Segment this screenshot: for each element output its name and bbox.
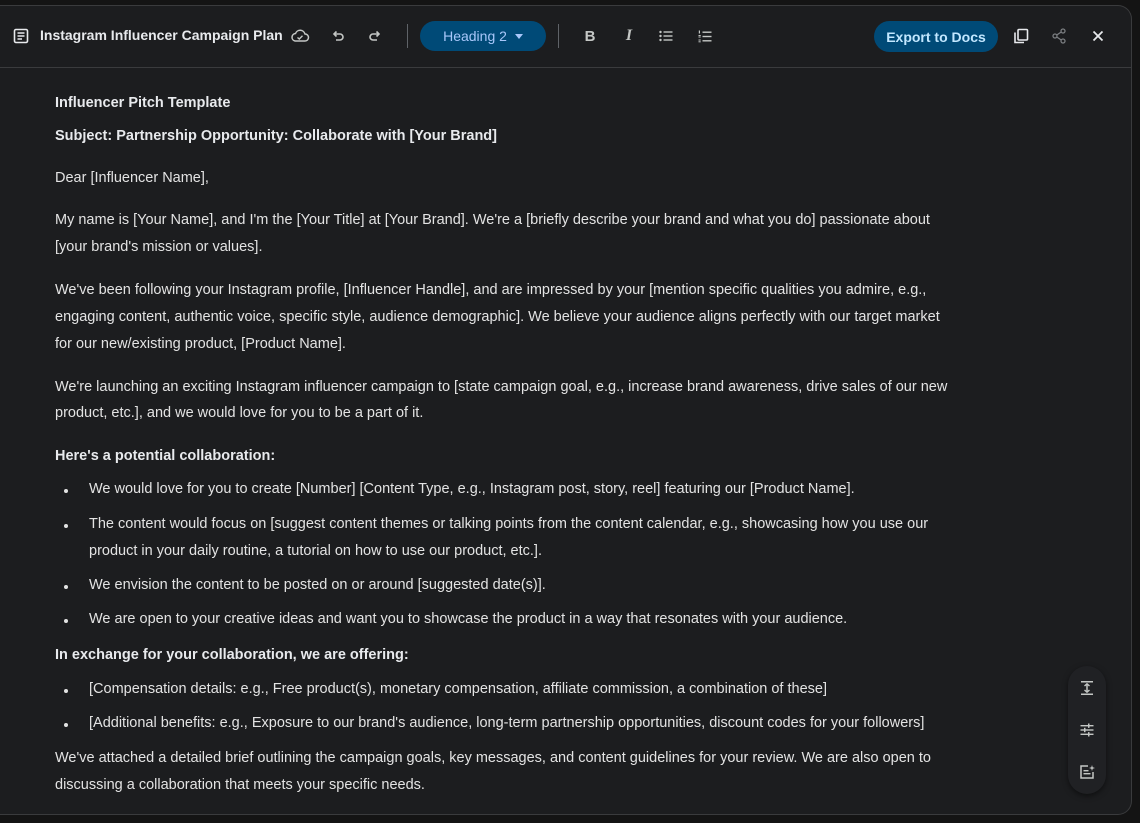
closing-line: We've attached a detailed brief outlining the campaign goals, key messages, and content guidelines for your review. We are also open to bbox=[55, 750, 931, 766]
toolbar-divider bbox=[407, 24, 408, 48]
document-icon bbox=[13, 28, 29, 44]
paragraph-campaign-line: We're launching an exciting Instagram influencer campaign to [state campaign goal, e.g., increase brand awareness, drive sales of our new bbox=[55, 379, 948, 395]
subject-line: Subject: Partnership Opportunity: Collaborate with [Your Brand] bbox=[55, 128, 497, 144]
greeting: Dear [Influencer Name], bbox=[55, 170, 209, 186]
collaboration-item: We envision the content to be posted on or around [suggested date(s)]. bbox=[89, 577, 546, 593]
collaboration-item: We would love for you to create [Number] [Content Type, e.g., Instagram post, story, reel] featuring our [Product Name]. bbox=[89, 481, 855, 497]
paragraph-profile-line: for our new/existing product, [Product Name]. bbox=[55, 336, 346, 352]
toolbar-divider bbox=[558, 24, 559, 48]
text-style-dropdown[interactable] bbox=[420, 21, 546, 51]
undo-icon[interactable] bbox=[327, 25, 349, 47]
toolbar bbox=[0, 6, 1131, 68]
italic-icon[interactable]: I bbox=[625, 27, 633, 44]
collaboration-item-continued: product in your daily routine, a tutorial on how to use our product, etc.]. bbox=[89, 543, 542, 559]
refine-icon[interactable] bbox=[1077, 762, 1097, 782]
text-style-label: Heading 2 bbox=[443, 28, 507, 44]
offer-item: [Compensation details: e.g., Free product(s), monetary compensation, affiliate commission, a combination of these] bbox=[89, 681, 827, 697]
copy-icon[interactable] bbox=[1010, 25, 1032, 47]
closing-line: discussing a collaboration that meets your specific needs. bbox=[55, 777, 425, 793]
paragraph-profile-line: engaging content, authentic voice, specific style, audience demographic]. We believe your audience aligns perfectly with our target market bbox=[55, 309, 940, 325]
bullet-icon bbox=[64, 619, 68, 623]
close-icon[interactable] bbox=[1087, 25, 1109, 47]
canvas-window bbox=[0, 5, 1132, 815]
collaboration-heading: Here's a potential collaboration: bbox=[55, 448, 276, 464]
bullet-icon bbox=[64, 689, 68, 693]
chevron-down-icon bbox=[515, 34, 523, 39]
bullet-icon bbox=[64, 524, 68, 528]
tune-icon[interactable] bbox=[1077, 720, 1097, 740]
offer-heading: In exchange for your collaboration, we are offering: bbox=[55, 647, 409, 663]
cloud-saved-icon[interactable] bbox=[289, 25, 311, 47]
paragraph-profile-line: We've been following your Instagram profile, [Influencer Handle], and are impressed by your [mention specific qualities you admire, e.g., bbox=[55, 282, 927, 298]
collaboration-item: We are open to your creative ideas and want you to showcase the product in a way that resonates with your audience. bbox=[89, 611, 848, 627]
bullet-icon bbox=[64, 585, 68, 589]
bold-icon[interactable]: B bbox=[584, 27, 596, 45]
numbered-list-icon[interactable] bbox=[694, 25, 716, 47]
document-title: Instagram Influencer Campaign Plan bbox=[40, 27, 283, 43]
paragraph-intro-line: [your brand's mission or values]. bbox=[55, 239, 263, 255]
bulleted-list-icon[interactable] bbox=[655, 25, 677, 47]
paragraph-intro-line: My name is [Your Name], and I'm the [Your Title] at [Your Brand]. We're a [briefly describe your brand and what you do] passionate about bbox=[55, 212, 930, 228]
paragraph-campaign-line: product, etc.], and we would love for you to be a part of it. bbox=[55, 405, 424, 421]
redo-icon[interactable] bbox=[364, 25, 386, 47]
edit-tools-panel bbox=[1068, 666, 1106, 794]
offer-item: [Additional benefits: e.g., Exposure to our brand's audience, long-term partnership opportunities, discount codes for your followers] bbox=[89, 715, 925, 731]
share-icon[interactable] bbox=[1048, 25, 1070, 47]
adjust-length-icon[interactable] bbox=[1077, 678, 1097, 698]
export-to-docs-button[interactable]: Export to Docs bbox=[874, 21, 998, 52]
collaboration-item: The content would focus on [suggest content themes or talking points from the content calendar, e.g., showcasing how you use our bbox=[89, 516, 929, 532]
bullet-icon bbox=[64, 489, 68, 493]
bullet-icon bbox=[64, 723, 68, 727]
document-heading: Influencer Pitch Template bbox=[55, 95, 231, 111]
